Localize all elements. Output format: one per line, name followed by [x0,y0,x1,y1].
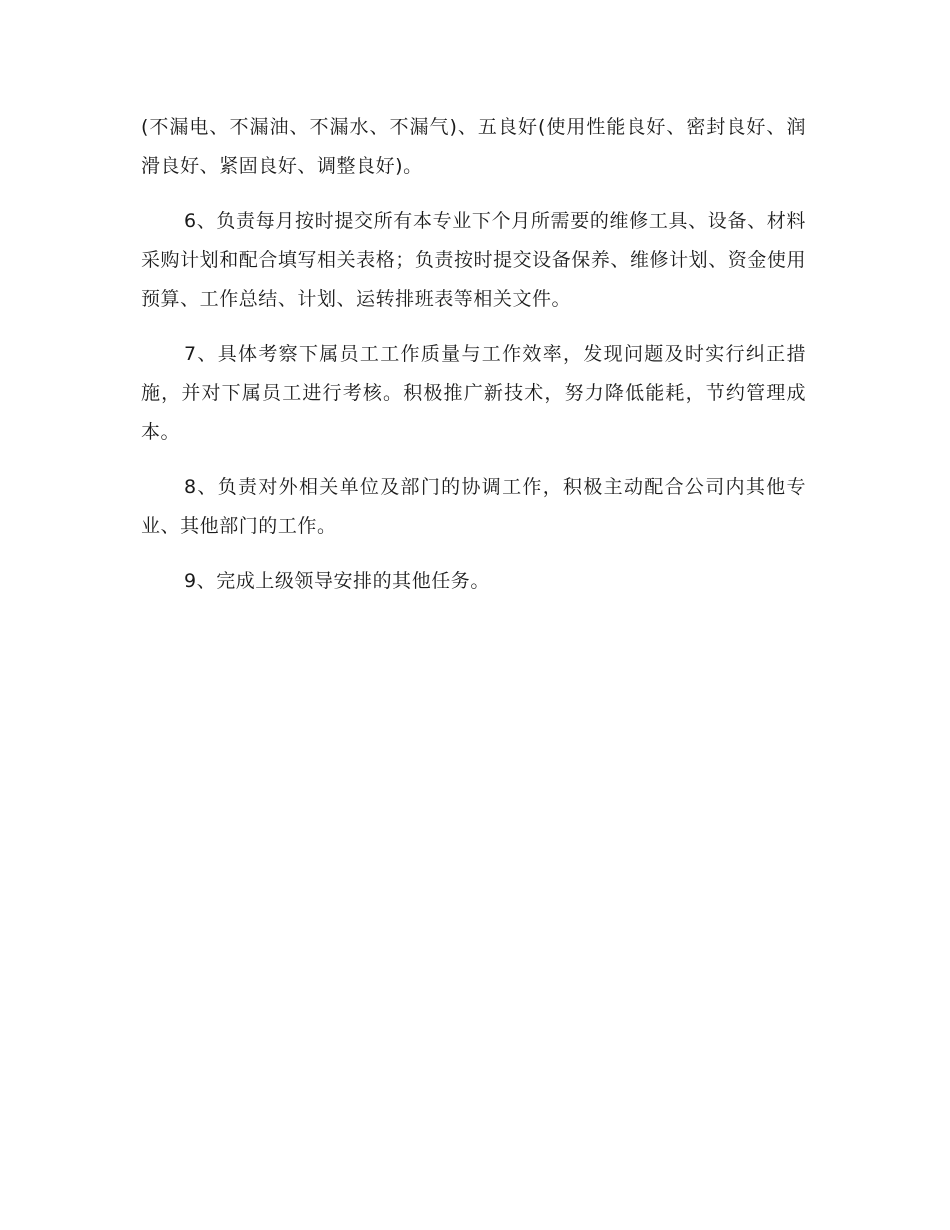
paragraph-item-8: 8、负责对外相关单位及部门的协调工作，积极主动配合公司内其他专业、其他部门的工作。 [141,476,806,537]
paragraph-item-9: 9、完成上级领导安排的其他任务。 [184,570,490,592]
paragraph-item-6: 6、负责每月按时提交所有本专业下个月所需要的维修工具、设备、材料采购计划和配合填写相关表格；负责按时提交设备保养、维修计划、资金使用预算、工作总结、计划、运转排班表等相关文件。 [141,210,806,310]
paragraph-item-7: 7、具体考察下属员工工作质量与工作效率，发现问题及时实行纠正措施，并对下属员工进行考核。积极推广新技术，努力降低能耗，节约管理成本。 [141,343,806,443]
document-body [141,108,806,617]
paragraph-continuation: (不漏电、不漏油、不漏水、不漏气)、五良好(使用性能良好、密封良好、润滑良好、紧固良好、调整良好)。 [141,116,806,177]
